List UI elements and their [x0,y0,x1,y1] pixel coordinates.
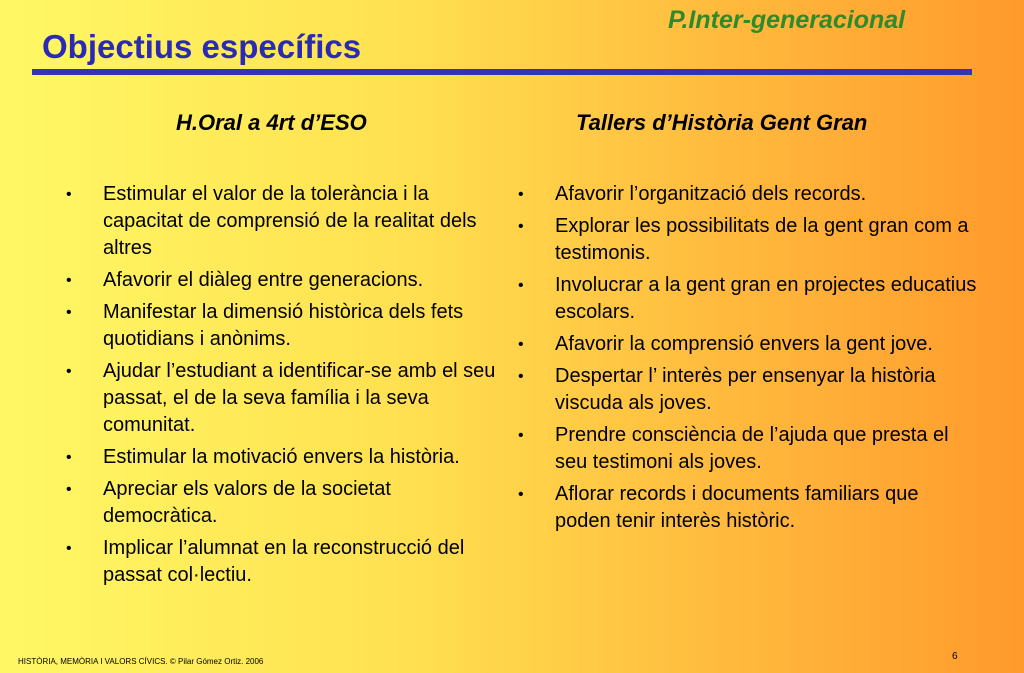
list-item [66,476,496,530]
list-item-text: Afavorir l’organització dels records. [555,183,867,205]
bullet-icon: • [66,540,72,557]
list-item-text: Ajudar l’estudiant a identificar-se amb el seu passat, el de la seva família i la seva comunitat. [103,360,496,436]
bullet-icon: • [66,186,72,203]
bullet-icon: • [518,277,524,294]
list-item-text: Involucrar a la gent gran en projectes educatius escolars. [555,274,977,323]
bullet-icon: • [518,368,524,385]
page-number: 6 [952,651,958,662]
list-item [518,363,978,417]
list-item-text: Manifestar la dimensió històrica dels fets quotidians i anònims. [103,301,464,350]
list-item [66,535,496,589]
bullet-icon: • [518,427,524,444]
list-item [66,299,496,353]
bullet-icon: • [518,486,524,503]
list-item [66,267,496,294]
bullet-icon: • [66,363,72,380]
list-item-text: Apreciar els valors de la societat democràtica. [103,478,391,527]
right-objectives-list [518,181,978,540]
list-item [66,444,496,471]
bullet-icon: • [66,272,72,289]
list-item-text: Aflorar records i documents familiars que poden tenir interès històric. [555,483,919,532]
list-item [518,331,978,358]
title-underline [32,69,972,75]
right-column-heading: Tallers d’Història Gent Gran [576,110,868,135]
bullet-icon: • [518,218,524,235]
bullet-icon: • [66,449,72,466]
bullet-icon: • [66,481,72,498]
list-item-text: Afavorir el diàleg entre generacions. [103,269,424,291]
list-item [518,213,978,267]
bullet-icon: • [66,304,72,321]
list-item [66,358,496,439]
left-column-heading: H.Oral a 4rt d’ESO [176,110,367,135]
bullet-icon: • [518,336,524,353]
bullet-icon: • [518,186,524,203]
list-item-text: Estimular el valor de la tolerància i la capacitat de comprensió de la realitat dels altres [103,183,477,259]
list-item-text: Estimular la motivació envers la història. [103,446,460,468]
list-item-text: Implicar l’alumnat en la reconstrucció del passat col·lectiu. [103,537,465,586]
list-item [518,272,978,326]
list-item-text: Explorar les possibilitats de la gent gran com a testimonis. [555,215,969,264]
list-item-text: Afavorir la comprensió envers la gent jove. [555,333,933,355]
footer-copyright: HISTÒRIA, MEMÒRIA I VALORS CÍVICS. © Pilar Gómez Ortiz. 2006 [18,657,264,666]
slide-title: Objectius específics [42,28,362,65]
list-item [518,481,978,535]
list-item [518,422,978,476]
corner-title: P.Inter-generacional [668,6,906,34]
list-item-text: Despertar l’ interès per ensenyar la història viscuda als joves. [555,365,936,414]
list-item [66,181,496,262]
list-item-text: Prendre consciència de l’ajuda que presta el seu testimoni als joves. [555,424,949,473]
left-objectives-list [66,181,496,594]
list-item [518,181,978,208]
